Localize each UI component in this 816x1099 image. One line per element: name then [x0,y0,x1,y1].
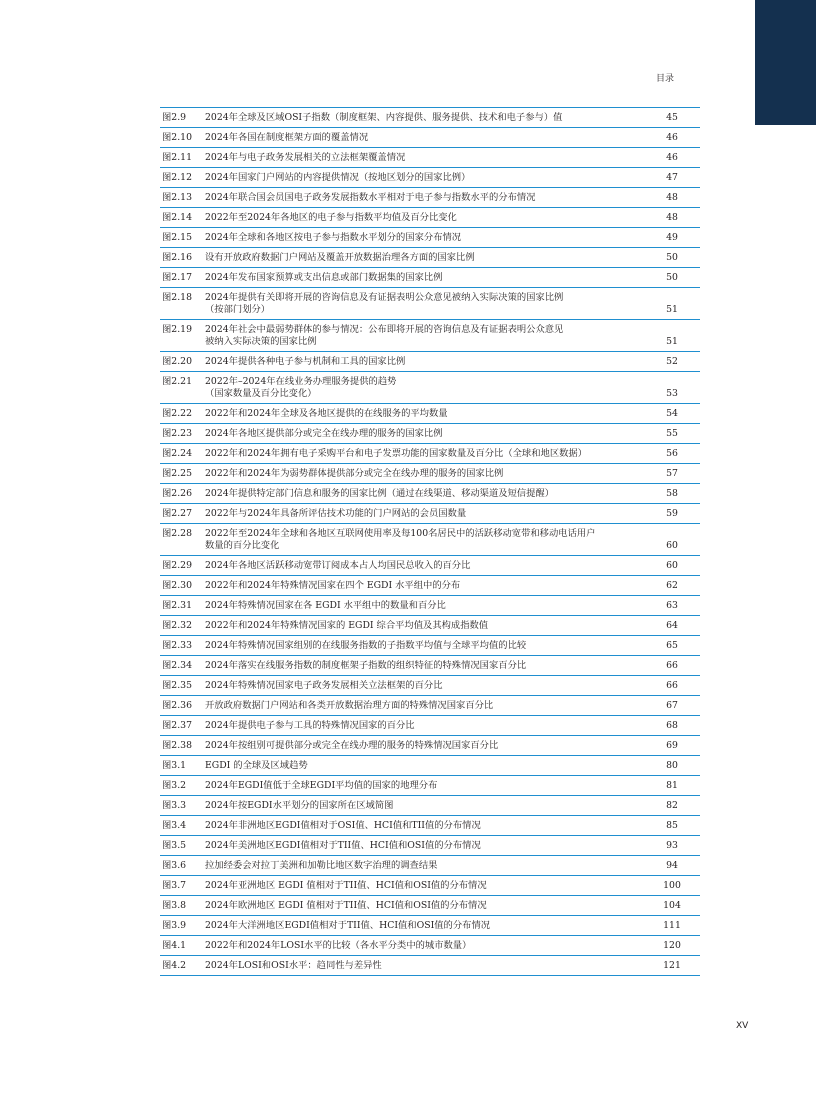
figure-number: 图3.8 [162,899,187,911]
page-ref: 65 [666,639,678,651]
figure-title-line: 2024年按EGDI水平划分的国家所在区域简图 [205,799,394,811]
figure-title-line: 数量的百分比变化 [205,539,280,551]
page-ref: 60 [666,539,678,551]
figure-number: 图2.25 [162,467,192,479]
page-ref: 57 [666,467,678,479]
figure-number: 图2.29 [162,559,192,571]
figure-title-line: 2024年LOSI和OSI水平：趋同性与差异性 [205,959,382,971]
figure-title-line: 2024年特殊情况国家在各 EGDI 水平组中的数量和百分比 [205,599,446,611]
page-ref: 59 [666,507,678,519]
toc-row[interactable] [160,636,700,656]
figure-title [205,760,644,772]
page-ref: 51 [666,303,678,315]
page-ref: 66 [666,659,678,671]
toc-row[interactable] [160,464,700,484]
page-ref: 81 [666,779,678,791]
figure-title-line: EGDI 的全球及区域趋势 [205,759,308,771]
figure-title [205,880,644,892]
figure-title [205,600,644,612]
page-ref: 64 [666,619,678,631]
toc-row[interactable] [160,208,700,228]
page-ref: 48 [666,191,678,203]
page-ref: 69 [666,739,678,751]
figure-number: 图2.28 [162,527,192,539]
toc-row[interactable] [160,756,700,776]
toc-row[interactable] [160,776,700,796]
figure-title [205,132,644,144]
toc-row[interactable] [160,696,700,716]
figure-number: 图3.4 [162,819,187,831]
toc-row[interactable] [160,168,700,188]
toc-row[interactable] [160,616,700,636]
figure-number: 图2.19 [162,323,192,335]
toc-row[interactable] [160,576,700,596]
toc-row[interactable] [160,320,700,352]
figure-number: 图2.27 [162,507,192,519]
toc-row[interactable] [160,444,700,464]
toc-row[interactable] [160,796,700,816]
toc-row[interactable] [160,372,700,404]
figure-title [205,820,644,832]
page-ref: 85 [666,819,678,831]
page-ref: 68 [666,719,678,731]
toc-row[interactable] [160,268,700,288]
figure-title [205,940,644,952]
figure-number: 图3.5 [162,839,187,851]
toc-row[interactable] [160,816,700,836]
figure-number: 图2.12 [162,171,192,183]
figure-title-line: 2022年和2024年拥有电子采购平台和电子发票功能的国家数量及百分比（全球和地区数据） [205,447,588,459]
figure-title-line: 2024年联合国会员国电子政务发展指数水平相对于电子参与指数水平的分布情况 [205,191,536,203]
figure-number: 图4.1 [162,939,187,951]
figure-title [205,272,644,284]
figure-number: 图3.3 [162,799,187,811]
figure-title-line: 2022年与2024年具备所评估技术功能的门户网站的会员国数量 [205,507,467,519]
page-ref: 62 [666,579,678,591]
toc-row[interactable] [160,524,700,556]
toc-row[interactable] [160,288,700,320]
figure-title [205,212,644,224]
figure-title [205,780,644,792]
figure-title-line: 2024年提供各种电子参与机制和工具的国家比例 [205,355,406,367]
figure-title-line: 2024年特殊情况国家电子政务发展相关立法框架的百分比 [205,679,443,691]
figure-title-line: 被纳入实际决策的国家比例 [205,335,317,347]
figure-number: 图2.33 [162,639,192,651]
toc-row[interactable] [160,956,700,976]
figure-title-line: 2024年大洋洲地区EGDI值相对于TII值、HCI值和OSI值的分布情况 [205,919,491,931]
page-ref: 52 [666,355,678,367]
figure-number: 图2.14 [162,211,192,223]
figure-title [205,408,644,420]
figure-title [205,680,644,692]
figure-number: 图2.22 [162,407,192,419]
figure-title-line: 2024年非洲地区EGDI值相对于OSI值、HCI值和TII值的分布情况 [205,819,481,831]
toc-row[interactable] [160,716,700,736]
page-ref: 45 [666,111,678,123]
figure-title [205,356,644,368]
figure-title [205,560,644,572]
figure-title-line: （按部门划分） [205,303,271,315]
figure-number: 图2.31 [162,599,192,611]
figure-title-line: 2022年至2024年各地区的电子参与指数平均值及百分比变化 [205,211,457,223]
figure-title [205,920,644,932]
toc-row[interactable] [160,188,700,208]
figure-title-line: 2024年各地区提供部分或完全在线办理的服务的国家比例 [205,427,443,439]
figure-title [205,720,644,732]
figure-title [205,292,644,316]
figure-title [205,468,644,480]
toc-row[interactable] [160,916,700,936]
page-ref: 49 [666,231,678,243]
figure-number: 图2.30 [162,579,192,591]
figure-title-line: 2024年提供特定部门信息和服务的国家比例（通过在线渠道、移动渠道及短信提醒） [205,487,555,499]
page-ref: 47 [666,171,678,183]
figure-title-line: 2022年和2024年特殊情况国家的 EGDI 综合平均值及其构成指数值 [205,619,489,631]
figure-title [205,232,644,244]
page-ref: 51 [666,335,678,347]
toc-row[interactable] [160,736,700,756]
figure-title-line: 2024年全球和各地区按电子参与指数水平划分的国家分布情况 [205,231,462,243]
figure-title [205,740,644,752]
figure-title [205,580,644,592]
figure-number: 图2.17 [162,271,192,283]
figure-number: 图2.32 [162,619,192,631]
figure-title-line: 2024年欧洲地区 EGDI 值相对于TII值、HCI值和OSI值的分布情况 [205,899,487,911]
toc-row[interactable] [160,896,700,916]
figure-number: 图4.2 [162,959,187,971]
figure-number: 图2.9 [162,111,187,123]
figure-title-line: 2024年与电子政务发展相关的立法框架覆盖情况 [205,151,406,163]
page-ref: 53 [666,387,678,399]
figure-title-line: 拉加经委会对拉丁美洲和加勒比地区数字治理的调查结果 [205,859,438,871]
toc-row[interactable] [160,556,700,576]
page-ref: 63 [666,599,678,611]
figure-title-line: 设有开放政府数据门户网站及覆盖开放数据治理各方面的国家比例 [205,251,475,263]
figure-title-line: 2022年和2024年为弱势群体提供部分或完全在线办理的服务的国家比例 [205,467,504,479]
figure-title [205,448,644,460]
figure-title [205,172,644,184]
figure-title [205,640,644,652]
page-ref: 80 [666,759,678,771]
figure-title-line: 开放政府数据门户网站和各类开放数据治理方面的特殊情况国家百分比 [205,699,494,711]
figure-number: 图3.7 [162,879,187,891]
page-ref: 94 [666,859,678,871]
figure-number: 图2.38 [162,739,192,751]
page-ref: 58 [666,487,678,499]
figure-number: 图2.26 [162,487,192,499]
toc-row[interactable] [160,504,700,524]
figure-title-line: 2022年至2024年全球和各地区互联网使用率及每100名居民中的活跃移动宽带和移动电话用户 [205,527,596,539]
toc-row[interactable] [160,596,700,616]
figure-title-line: 2024年美洲地区EGDI值相对于TII值、HCI值和OSI值的分布情况 [205,839,481,851]
toc-row[interactable] [160,228,700,248]
figure-title-line: 2024年全球及区域OSI子指数（制度框架、内容提供、服务提供、技术和电子参与）值 [205,111,563,123]
figure-title [205,152,644,164]
toc-row[interactable] [160,128,700,148]
figure-title-line: 2022年和2024年LOSI水平的比较（各水平分类中的城市数量） [205,939,472,951]
figure-number: 图2.16 [162,251,192,263]
figure-title-line: 2024年提供有关即将开展的咨询信息及有证据表明公众意见被纳入实际决策的国家比例 [205,291,564,303]
toc-row[interactable] [160,424,700,444]
figure-title-line: 2024年亚洲地区 EGDI 值相对于TII值、HCI值和OSI值的分布情况 [205,879,487,891]
page-ref: 104 [663,899,681,911]
figure-title [205,488,644,500]
figure-title-line: （国家数量及百分比变化） [205,387,317,399]
figure-title-line: 2022年和2024年全球及各地区提供的在线服务的平均数量 [205,407,448,419]
figure-title-line: 2024年落实在线服务指数的制度框架子指数的组织特征的特殊情况国家百分比 [205,659,527,671]
figure-number: 图2.36 [162,699,192,711]
figure-title-line: 2024年EGDI值低于全球EGDI平均值的国家的地理分布 [205,779,438,791]
page-ref: 67 [666,699,678,711]
page-ref: 54 [666,407,678,419]
page-ref: 56 [666,447,678,459]
page-ref: 46 [666,131,678,143]
toc-row[interactable] [160,656,700,676]
page-ref: 120 [663,939,681,951]
figure-number: 图2.13 [162,191,192,203]
figure-number: 图2.11 [162,151,192,163]
figure-title [205,800,644,812]
figure-number: 图2.37 [162,719,192,731]
figure-title [205,252,644,264]
page-number: XV [736,1021,749,1031]
figure-title [205,324,644,348]
figure-title [205,900,644,912]
page-ref: 111 [663,919,681,931]
figure-title [205,528,644,552]
figure-number: 图2.34 [162,659,192,671]
toc-row[interactable] [160,248,700,268]
figure-number: 图2.23 [162,427,192,439]
figure-title-line: 2022年和2024年特殊情况国家在四个 EGDI 水平组中的分布 [205,579,461,591]
figure-number: 图2.20 [162,355,192,367]
figure-title [205,508,644,520]
figure-title-line: 2024年各国在制度框架方面的覆盖情况 [205,131,369,143]
figure-number: 图2.15 [162,231,192,243]
toc-row[interactable] [160,836,700,856]
page-ref: 100 [663,879,681,891]
figure-number: 图2.21 [162,375,192,387]
toc-row[interactable] [160,484,700,504]
figure-title-line: 2024年按组别可提供部分或完全在线办理的服务的特殊情况国家百分比 [205,739,499,751]
toc-list [160,107,700,976]
figure-title [205,112,644,124]
page-ref: 93 [666,839,678,851]
page-ref: 60 [666,559,678,571]
figure-title-line: 2022年–2024年在线业务办理服务提供的趋势 [205,375,397,387]
toc-row[interactable] [160,856,700,876]
figure-title [205,376,644,400]
figure-title [205,660,644,672]
figure-number: 图3.9 [162,919,187,931]
toc-row[interactable] [160,404,700,424]
figure-title-line: 2024年国家门户网站的内容提供情况（按地区划分的国家比例） [205,171,471,183]
page-ref: 55 [666,427,678,439]
figure-number: 图2.35 [162,679,192,691]
figure-title-line: 2024年提供电子参与工具的特殊情况国家的百分比 [205,719,415,731]
page-ref: 50 [666,271,678,283]
figure-title-line: 2024年特殊情况国家组别的在线服务指数的子指数平均值与全球平均值的比较 [205,639,527,651]
figure-title [205,860,644,872]
figure-title [205,192,644,204]
corner-tab [755,0,816,125]
page-ref: 50 [666,251,678,263]
page-ref: 46 [666,151,678,163]
toc-row[interactable] [160,108,700,128]
page-ref: 121 [663,959,681,971]
figure-title [205,960,644,972]
figure-number: 图2.18 [162,291,192,303]
toc-row[interactable] [160,148,700,168]
page-ref: 82 [666,799,678,811]
figure-title [205,700,644,712]
toc-row[interactable] [160,676,700,696]
figure-number: 图3.1 [162,759,187,771]
toc-row[interactable] [160,936,700,956]
figure-title [205,840,644,852]
figure-title [205,620,644,632]
page-ref: 66 [666,679,678,691]
figure-number: 图2.10 [162,131,192,143]
figure-number: 图3.2 [162,779,187,791]
figure-title-line: 2024年社会中最弱势群体的参与情况：公布即将开展的咨询信息及有证据表明公众意见 [205,323,564,335]
figure-title [205,428,644,440]
figure-number: 图2.24 [162,447,192,459]
page-ref: 48 [666,211,678,223]
figure-title-line: 2024年各地区活跃移动宽带订阅成本占人均国民总收入的百分比 [205,559,471,571]
section-header: 目录 [656,74,675,84]
figure-number: 图3.6 [162,859,187,871]
toc-row[interactable] [160,876,700,896]
toc-row[interactable] [160,352,700,372]
figure-title-line: 2024年发布国家预算或支出信息或部门数据集的国家比例 [205,271,443,283]
